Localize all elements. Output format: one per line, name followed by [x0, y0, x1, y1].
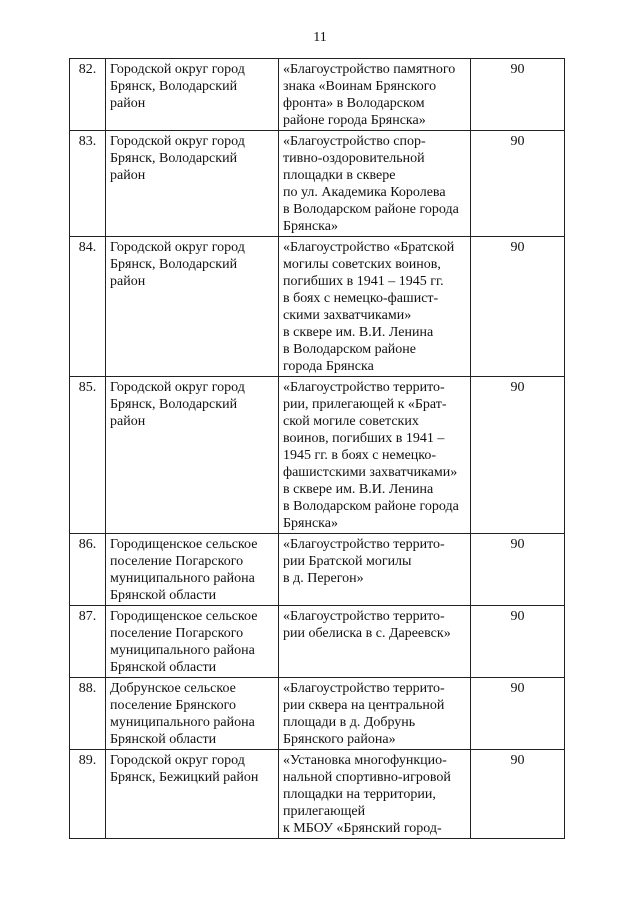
- score-cell: [471, 59, 565, 131]
- project-text: «Благоустройство спор- тивно-оздоровительной площадки в сквере по ул. Академика Королева в Володарском районе города Брянска»: [283, 134, 459, 234]
- row-number-text: 83.: [78, 134, 97, 149]
- municipality-cell: [106, 377, 279, 534]
- row-number-cell: [70, 59, 106, 131]
- score-text: 90: [510, 380, 525, 395]
- municipality-text: Городищенское сельское поселение Погарского муниципального района Брянской области: [110, 537, 258, 603]
- score-text: 90: [510, 681, 525, 696]
- score-cell: [471, 377, 565, 534]
- project-text: «Благоустройство памятного знака «Воинам Брянского фронта» в Володарском районе города Брянска»: [283, 62, 456, 128]
- page-number: 11: [313, 30, 327, 45]
- row-number-cell: [70, 750, 106, 839]
- table-row: [70, 131, 565, 237]
- score-text: 90: [510, 609, 525, 624]
- municipality-cell: [106, 534, 279, 606]
- score-text: 90: [510, 753, 525, 768]
- projects-table: [69, 58, 565, 839]
- project-text: «Благоустройство «Братской могилы советских воинов, погибших в 1941 – 1945 гг. в боях с немецко-фашист- скими захватчиками» в сквере им. В.И. Ленина в Володарском районе города Брянска: [283, 240, 455, 374]
- row-number-text: 85.: [78, 380, 97, 395]
- score-text: 90: [510, 240, 525, 255]
- score-cell: [471, 606, 565, 678]
- score-cell: [471, 534, 565, 606]
- municipality-text: Городской округ город Брянск, Володарский район: [110, 240, 245, 289]
- row-number-text: 82.: [78, 62, 97, 77]
- project-text: «Благоустройство террито- рии сквера на центральной площади в д. Добрунь Брянского района»: [283, 681, 445, 747]
- table-row: [70, 678, 565, 750]
- municipality-text: Добрунское сельское поселение Брянского муниципального района Брянской области: [110, 681, 255, 747]
- score-text: 90: [510, 62, 525, 77]
- score-cell: [471, 131, 565, 237]
- row-number-cell: [70, 678, 106, 750]
- municipality-text: Городской округ город Брянск, Володарский район: [110, 62, 245, 111]
- project-cell: [279, 131, 471, 237]
- table-row: [70, 534, 565, 606]
- municipality-cell: [106, 678, 279, 750]
- project-cell: [279, 606, 471, 678]
- row-number-text: 89.: [78, 753, 97, 768]
- row-number-cell: [70, 606, 106, 678]
- project-cell: [279, 534, 471, 606]
- project-text: «Установка многофункцио- нальной спортивно-игровой площадки на территории, прилегающей к МБОУ «Брянский город-: [283, 753, 451, 836]
- project-text: «Благоустройство террито- рии Братской могилы в д. Перегон»: [283, 537, 445, 586]
- municipality-cell: [106, 606, 279, 678]
- project-cell: [279, 59, 471, 131]
- row-number-cell: [70, 377, 106, 534]
- municipality-text: Городской округ город Брянск, Володарский район: [110, 380, 245, 429]
- row-number-text: 88.: [78, 681, 97, 696]
- row-number-text: 86.: [78, 537, 97, 552]
- table-row: [70, 377, 565, 534]
- municipality-cell: [106, 59, 279, 131]
- table-body: [70, 59, 565, 839]
- project-cell: [279, 750, 471, 839]
- municipality-cell: [106, 750, 279, 839]
- project-text: «Благоустройство террито- рии обелиска в с. Дареевск»: [283, 609, 451, 641]
- municipality-cell: [106, 237, 279, 377]
- row-number-text: 87.: [78, 609, 97, 624]
- table-row: [70, 59, 565, 131]
- row-number-cell: [70, 237, 106, 377]
- table-row: [70, 750, 565, 839]
- score-cell: [471, 750, 565, 839]
- municipality-text: Городской округ город Брянск, Бежицкий район: [110, 753, 259, 785]
- score-cell: [471, 237, 565, 377]
- score-text: 90: [510, 537, 525, 552]
- municipality-text: Городищенское сельское поселение Погарского муниципального района Брянской области: [110, 609, 258, 675]
- score-cell: [471, 678, 565, 750]
- municipality-cell: [106, 131, 279, 237]
- project-cell: [279, 237, 471, 377]
- table-row: [70, 606, 565, 678]
- municipality-text: Городской округ город Брянск, Володарский район: [110, 134, 245, 183]
- project-text: «Благоустройство террито- рии, прилегающей к «Брат- ской могиле советских воинов, погибших в 1941 – 1945 гг. в боях с немецко- фашистскими захватчиками» в сквере им. В.И. Ленина в Володарском районе города Брянска»: [283, 380, 459, 531]
- row-number-text: 84.: [78, 240, 97, 255]
- row-number-cell: [70, 131, 106, 237]
- row-number-cell: [70, 534, 106, 606]
- project-cell: [279, 377, 471, 534]
- score-text: 90: [510, 134, 525, 149]
- project-cell: [279, 678, 471, 750]
- table-row: [70, 237, 565, 377]
